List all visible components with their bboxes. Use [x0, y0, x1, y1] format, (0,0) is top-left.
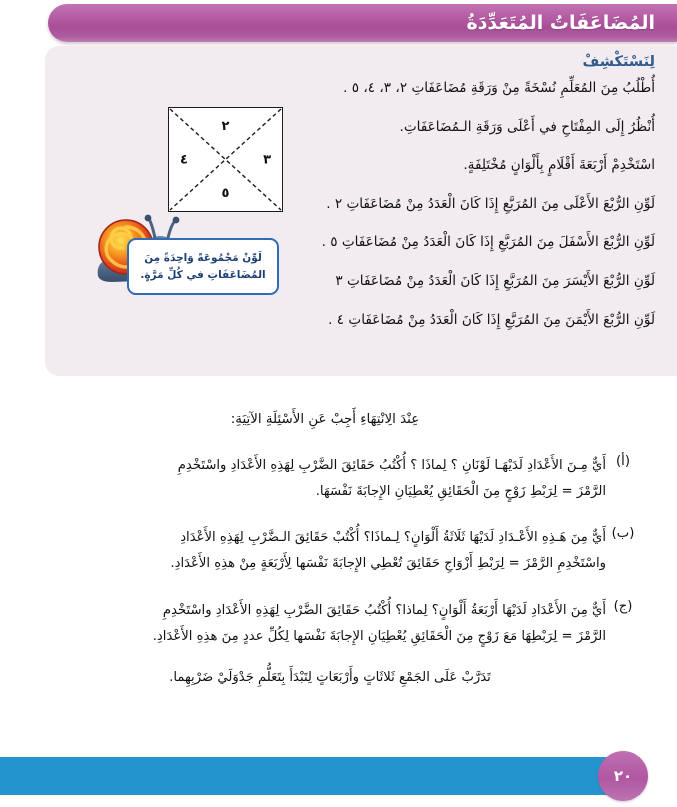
- quadrant-number-top: ٢: [221, 119, 230, 134]
- question-line-1: أَيٌّ مِنَ هَـذِهِ الأَعْـدَادِ لَدَيْهَا ثَلَاثَةُ أَلْوَانٍ؟ لِـماذَا؟ أُكْتُبْ حَقَائِقَ الـضَّرْبِ لِهَذِهِ الأَعْدَادِ: [180, 530, 606, 546]
- questions-prompt: عِنْدَ الِانْتِهَاءِ أَجِبْ عَنِ الأَسْئِلَةِ الآتِيَةِ:: [230, 412, 420, 427]
- page-header-banner: [48, 4, 677, 42]
- instruction-line: لَوِّنِ الرُّبْعَ الأَيْسَرَ مِنَ المُرَبَّعِ إِذَا كَانَ الْعَدَدُ مِنْ مُضَاعَفَاتِ ٣: [335, 272, 655, 289]
- quadrant-number-bottom: ٥: [221, 186, 230, 201]
- page-title: المُضَاعَفَاتُ المُتَعَدِّدَةُ: [466, 12, 655, 34]
- question-line-2: واسْتَخْدِمِ الرَّمْزَ = لِرَبْطِ أَزْوَاجِ حَقَائِقَ تُعْطِي الإِجابَةَ نَفْسَها لِأَرْبَعَةٍ مِنْ هذِهِ الأَعْدَادِ.: [170, 556, 606, 572]
- activity-panel: [45, 46, 677, 376]
- question-item: [40, 453, 640, 504]
- instruction-line: لَوِّنِ الرُّبْعَ الأَعْلَى مِنَ المُرَبَّعِ إِذَا كَانَ الْعَدَدُ مِنْ مُضَاعَفَاتِ ٢ .: [326, 195, 655, 212]
- footer-bar: [0, 757, 640, 795]
- instruction-line: لَوِّنِ الرُّبْعَ الأَسْفَلَ مِنَ المُرَبَّعِ إِذَا كَانَ الْعَدَدُ مِنْ مُضَاعَفَاتِ ٥ .: [321, 234, 655, 251]
- practice-note: تَدَرَّبْ عَلَى الجَمْعِ ثَلاثَاتٍ وأَرْبَعَاتٍ لِتَبْدَأَ بِتَعَلُّمِ جَدْوَلَيْ ضَرْبِهِما.: [169, 670, 491, 686]
- page-number-badge: [598, 751, 648, 801]
- instruction-list: [235, 82, 655, 352]
- instruction-line: أُطْلُبُ مِنَ المُعَلِّمِ نُسْخَةً مِنْ وَرَقَةِ مُضَاعَفَاتِ ٢، ٣، ٤، ٥ .: [343, 80, 655, 96]
- instruction-line: اسْتَخْدِمْ أَرْبَعَةَ أَقْلَامٍ بِأَلْوَانٍ مُخْتَلِفَةٍ.: [463, 157, 655, 174]
- question-text: [40, 525, 606, 576]
- question-line-1: أَيٌّ مِنَ الأَعْدَادِ لَدَيْهَا أَرْبَعَةُ أَلْوَانٍ؟ لِماذا؟ أُكْتُبُ حَقَائِقَ الضَّرْبِ لِهَذِهِ الأَعْدَادِ واسْتَخْدِمِ: [162, 602, 606, 618]
- speech-bubble-line-1: لَوِّنْ مَجْمُوعَةً وَاحِدَةً مِنَ: [144, 252, 262, 265]
- instruction-line: لَوِّنِ الرُّبْعَ الأَيْمَنَ مِنَ المُرَبَّعِ إِذَا كَانَ الْعَدَدُ مِنْ مُضَاعَفَاتِ ٤ .: [328, 311, 655, 328]
- question-text: [40, 598, 606, 649]
- explore-label: لِنَسْتَكْشِفْ: [582, 54, 655, 70]
- question-line-1: أَيٌّ مِـنَ الأَعْدَادِ لَدَيْهَـا لَوْنَانِ ؟ لِماذَا ؟ أُكْتُبُ حَقَائِقَ الضَّرْبِ لِهَذِهِ الأَعْدَادِ واسْتَخْدِمِ: [177, 458, 606, 473]
- quadrant-number-left: ٤: [180, 152, 188, 167]
- quadrant-number-right: ٣: [263, 152, 271, 167]
- question-line-2: الرَّمْزَ = لِرَبْطِهَا مَعَ زَوْجٍ مِنَ الْحَقَائِقِ يُعْطِيَانِ الإِجابَةَ نَفْسَها لِكُلِّ عددٍ مِنَ هذِهِ الأَعْدَادِ.: [152, 628, 606, 644]
- speech-bubble-line-2: المُضَاعَفَاتِ في كُلِّ مَرَّةٍ.: [140, 268, 266, 281]
- question-marker: (ج): [613, 598, 633, 614]
- instruction-line: أُنْظُرُ إِلَى المِفْتَاحِ في أَعْلَى وَرَقَةِ الـمُضَاعَفَاتِ.: [399, 118, 655, 135]
- question-marker: (ب): [611, 526, 635, 542]
- question-text: [40, 453, 606, 504]
- page-number: ٢٠: [613, 767, 633, 785]
- question-marker: (أ): [616, 454, 630, 469]
- question-item: [40, 598, 640, 649]
- question-item: [40, 525, 640, 576]
- questions-section: [40, 412, 640, 685]
- question-line-2: الرَّمْزَ = لِرَبْطِ زَوْجٍ مِنَ الْحَقَائِقِ يُعْطِيَانِ الإِجابَةَ نَفْسَهَا.: [315, 483, 606, 499]
